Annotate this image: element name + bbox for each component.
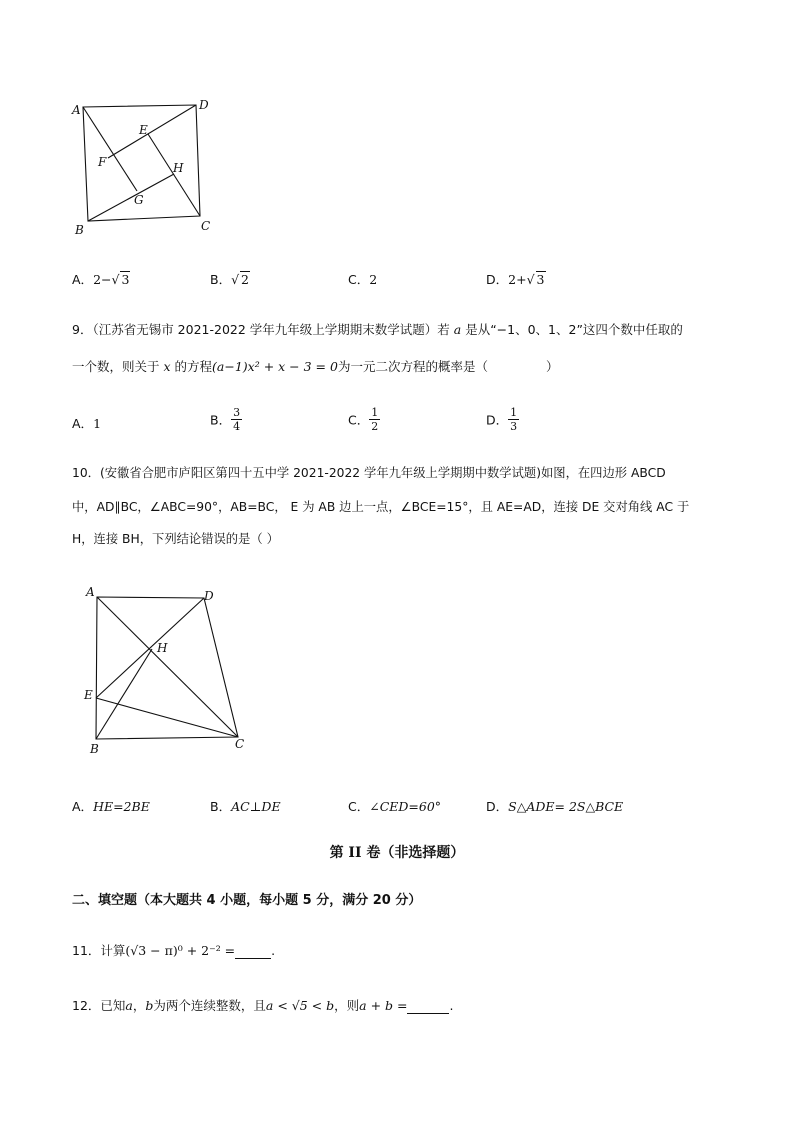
q8-option-c[interactable]: C．2 — [348, 272, 378, 287]
q10-label-E: E — [84, 688, 93, 702]
q10-option-b[interactable]: B．AC⊥DE — [210, 799, 281, 814]
q10-line-D-E — [96, 598, 204, 698]
q8-label-D: D — [199, 98, 209, 112]
q8-label-H: H — [173, 161, 184, 175]
q8-line-D-F — [108, 105, 196, 158]
q10-label-H: H — [157, 641, 168, 655]
q8-label-C: C — [201, 219, 211, 233]
q8-line-A-G — [83, 107, 137, 191]
q8-label-G: G — [134, 193, 144, 207]
q8-figure — [64, 96, 224, 241]
q10-line-B-H — [96, 649, 152, 739]
q11-expression: (√3 − π)⁰ + 2⁻² = — [125, 943, 236, 958]
q10-option-c[interactable]: C．∠CED=60° — [348, 799, 442, 814]
q9-line-1: 9．（江苏省无锡市 2021-2022 学年九年级上学期期末数学试题）若 a 是从“−1、0、1、2”这四个数中任取的 — [72, 322, 683, 337]
q8-option-b[interactable]: B．√ 2 — [210, 272, 249, 287]
q10-label-D: D — [204, 589, 214, 603]
q10-option-a[interactable]: A．HE=2BE — [72, 799, 150, 814]
q12-inequality: a < √5 < b — [265, 998, 335, 1013]
q8-label-E: E — [139, 123, 148, 137]
q12-line: 12．已知a，b为两个连续整数，且a < √5 < b，则a + b = . — [72, 998, 454, 1013]
q10-line-3: H，连接 BH，下列结论错误的是（ ） — [72, 532, 279, 546]
q8-label-A: A — [72, 103, 81, 117]
q9-line-2: 一个数，则关于 x 的方程(a−1)x² + x − 3 = 0为一元二次方程的概率是（ ） — [72, 359, 559, 374]
section-title: 第 II 卷（非选择题） — [329, 845, 465, 861]
q8-option-a[interactable]: A．2−√ 3 — [72, 272, 130, 287]
q9-equation: (a−1)x² + x − 3 = 0 — [212, 359, 338, 374]
q10-line-2: 中，AD∥BC，∠ABC=90°，AB=BC， E 为 AB 边上一点，∠BCE=15°，且 AE=AD，连接 DE 交对角线 AC 于 — [72, 500, 690, 514]
q10-figure — [80, 582, 260, 762]
q9-option-d[interactable]: D． $\frac{1}{3}$ — [486, 406, 518, 433]
q9-option-b[interactable]: B． $\frac{3}{4}$ — [210, 406, 241, 433]
q11-answer-blank[interactable] — [235, 944, 271, 959]
q8-option-d[interactable]: D．2+√ 3 — [486, 272, 545, 287]
q10-label-A: A — [86, 585, 95, 599]
q8-label-B: B — [75, 223, 84, 237]
q10-label-B: B — [90, 742, 99, 756]
q9-option-a[interactable]: A．1 — [72, 416, 102, 431]
q10-line-A-C — [97, 597, 238, 737]
q9-option-c[interactable]: C． $\frac{1}{2}$ — [348, 406, 379, 433]
q10-line-1: 10．(安徽省合肥市庐阳区第四十五中学 2021-2022 学年九年级上学期期中数学试题)如图，在四边形 ABCD — [72, 466, 666, 480]
q10-label-C: C — [235, 737, 245, 751]
q8-line-C-E — [148, 134, 200, 216]
part2-heading: 二、填空题（本大题共 4 小题，每小题 5 分，满分 20 分） — [72, 893, 422, 908]
q12-answer-blank[interactable] — [407, 999, 449, 1014]
q8-label-F: F — [98, 155, 107, 169]
q11-line: 11．计算(√3 − π)⁰ + 2⁻² = . — [72, 943, 276, 958]
q10-option-d[interactable]: D．S△ADE= 2S△BCE — [486, 799, 624, 814]
